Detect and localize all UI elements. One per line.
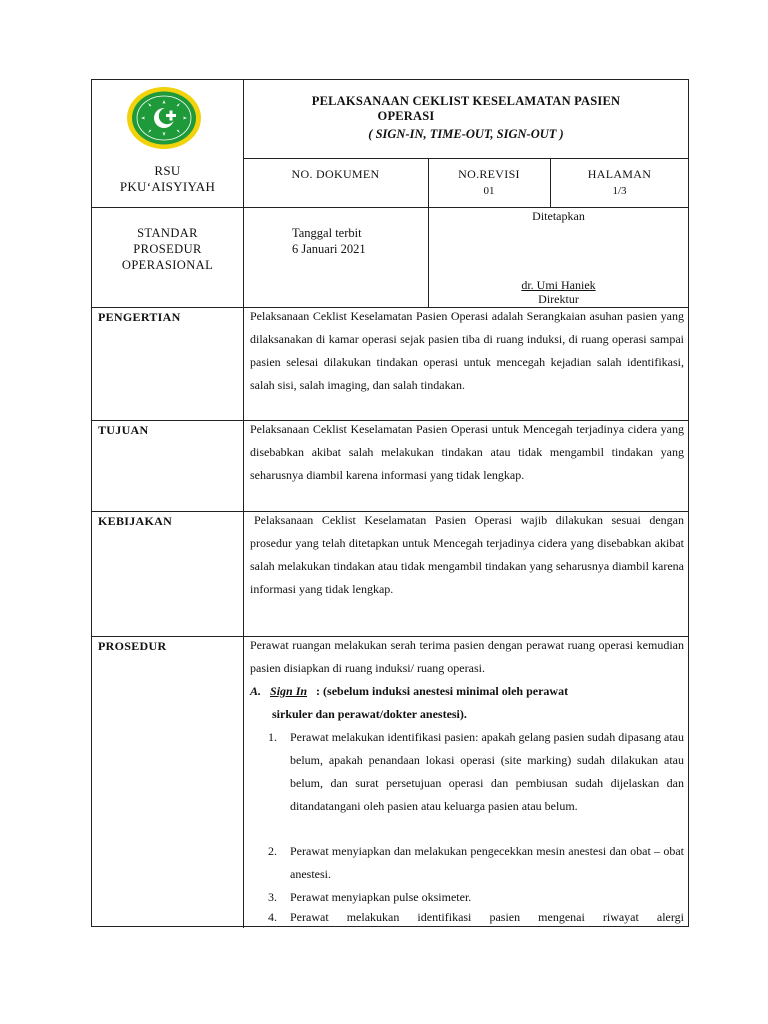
no-revisi-label: NO.REVISI [458,167,520,181]
halaman-value: 1/3 [612,185,627,197]
sign-in-heading-cont: sirkuler dan perawat/dokter anestesi). [272,707,467,721]
tujuan-label: TUJUAN [98,423,149,437]
halaman-label: HALAMAN [587,167,652,181]
prosedur-intro: Perawat ruangan melakukan serah terima pasien dengan perawat ruang operasi kemudian pasien disiapkan di ruang induksi/ ruang operasi. [250,638,684,675]
kebijakan-label: KEBIJAKAN [98,514,173,528]
pengertian-text: Pelaksanaan Ceklist Keselamatan Pasien Operasi adalah Serangkaian asuhan pasien yang dilaksanakan di kamar operasi sejak pasien tiba di ruang induksi, di ruang operasi sampai pasien selesai dilakukan tindakan operasi untuk mencegah kejadian salah identifikasi, salah sisi, salah imaging, dan salah tindakan. [250,309,684,392]
ditetapkan-label: Ditetapkan [532,209,585,223]
pengertian-label: PENGERTIAN [98,310,181,324]
divider [243,158,689,159]
document-subtitle: ( SIGN-IN, TIME-OUT, SIGN-OUT ) [368,127,564,141]
spo-label: STANDAR PROSEDUR OPERASIONAL [121,226,214,272]
list-item: 1. Perawat melakukan identifikasi pasien: apakah gelang pasien sudah dipasang atau belum, apakah penandaan lokasi operasi (site marking) sudah dilakukan atau belum, dan surat persetujuan operasi dan pembiusan sudah dijelaskan dan ditandatangani oleh pasien atau keluarga pasien atau belum. [268,730,684,813]
sop-document [91,79,689,927]
director-name: dr. Umi Haniek [521,278,596,292]
list-item: 4. Perawat melakukan identifikasi pasien mengenai riwayat alergi [268,910,684,924]
divider [550,158,551,207]
kebijakan-text: Pelaksanaan Ceklist Keselamatan Pasien Operasi wajib dilakukan sesuai dengan prosedur yang telah ditetapkan untuk Mencegah terjadinya cidera yang disebabkan akibat salah melakukan tindakan atau tidak mengambil tindakan yang seharusnya diambil karena informasi yang tidak lengkap. [250,513,684,596]
tanggal-terbit: Tanggal terbit 6 Januari 2021 [292,226,366,256]
tujuan-text: Pelaksanaan Ceklist Keselamatan Pasien Operasi untuk Mencegah terjadinya cidera yang disebabkan akibat salah melakukan tindakan atau tidak mengambil tindakan yang seharusnya diambil karena informasi yang tidak lengkap. [250,422,684,482]
hospital-name: RSU PKU‘AISYIYAH [119,163,216,194]
divider [428,158,429,207]
prosedur-label: PROSEDUR [98,639,167,653]
sign-in-heading: A. Sign In : (sebelum induksi anestesi minimal oleh perawat [250,684,569,698]
no-dokumen-label: NO. DOKUMEN [291,167,380,181]
list-item: 2. Perawat menyiapkan dan melakukan pengecekkan mesin anestesi dan obat – obat anestesi. [268,844,684,881]
document-title: PELAKSANAAN CEKLIST KESELAMATAN PASIEN OPERASI [311,94,621,123]
divider [92,207,689,208]
no-revisi-value: 01 [483,185,495,197]
director-title: Direktur [538,292,579,306]
list-item: 3. Perawat menyiapkan pulse oksimeter. [268,890,472,904]
